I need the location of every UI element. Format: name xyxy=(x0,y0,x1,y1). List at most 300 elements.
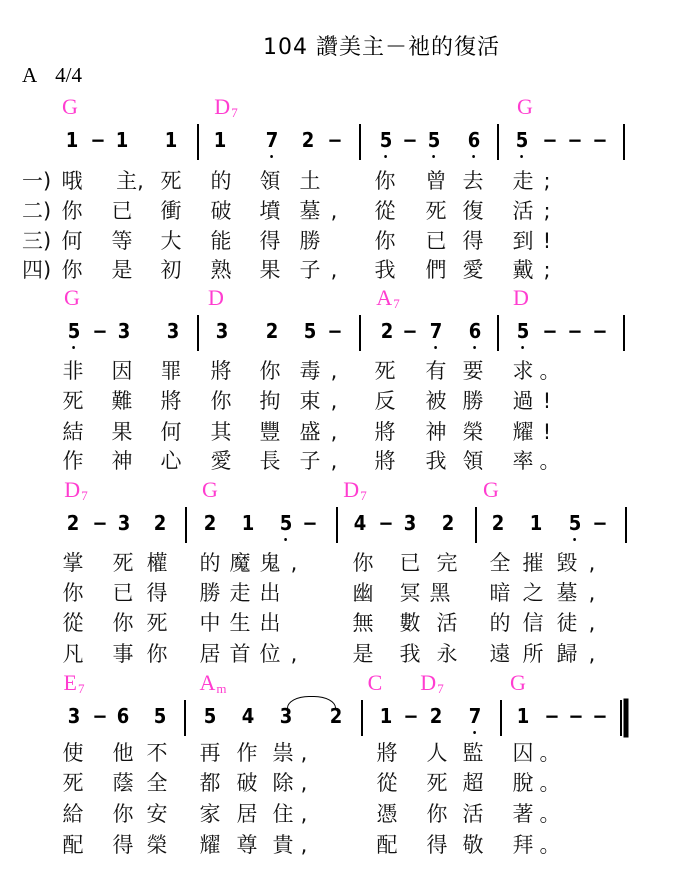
lyric-syllable: 初 xyxy=(160,258,182,282)
lyric-syllable: 何 xyxy=(160,420,182,444)
note: 2 xyxy=(329,704,343,728)
chord-symbol xyxy=(64,671,85,701)
lyric-syllable: 你 xyxy=(62,581,84,605)
chord-root: G xyxy=(202,477,218,502)
lyric-syllable: 事 xyxy=(112,642,134,666)
chord-root: D xyxy=(343,477,360,502)
lyric-syllable: 墓 xyxy=(556,581,578,605)
lyric-syllable: 破 xyxy=(210,199,232,223)
lyric-syllable: , xyxy=(330,389,338,413)
lyric-syllable: 神 xyxy=(425,420,447,444)
note: 2 xyxy=(203,511,217,535)
note: 5 xyxy=(515,128,529,152)
lyric-syllable: 配 xyxy=(62,833,84,857)
chord-quality: 7 xyxy=(360,488,367,503)
lyric-syllable: 我 xyxy=(374,258,396,282)
lyric-syllable: 走 xyxy=(512,169,534,193)
chord-root: G xyxy=(517,94,533,119)
lyric-syllable: 拜 xyxy=(512,833,534,857)
lyric-syllable: 使 xyxy=(62,741,84,765)
note: 1 xyxy=(115,128,129,152)
lyric-syllable: 將 xyxy=(376,741,398,765)
barline xyxy=(500,700,502,736)
note-extension-dash: − xyxy=(592,511,608,535)
lyric-syllable: 將 xyxy=(374,420,396,444)
lyric-syllable: , xyxy=(588,642,596,666)
chord-symbol xyxy=(513,286,529,310)
chord-symbol xyxy=(62,95,78,119)
lyric-syllable: ; xyxy=(543,169,551,193)
lyric-syllable: , xyxy=(300,771,308,795)
lyric-syllable: 得 xyxy=(426,833,448,857)
lyric-syllable: 愛 xyxy=(210,449,232,473)
hymn-title: 104 讚美主－祂的復活 xyxy=(263,35,500,60)
note: 5 xyxy=(67,319,81,343)
note: 7 xyxy=(265,128,279,152)
note: 3 xyxy=(279,704,293,728)
lyric-syllable: 你 xyxy=(352,551,374,575)
lyric-syllable: 耀 xyxy=(199,833,221,857)
note-extension-dash: − xyxy=(327,319,343,343)
lyric-syllable: 你 xyxy=(374,169,396,193)
chord-symbol xyxy=(208,286,224,310)
barline xyxy=(623,315,625,351)
note: 2 xyxy=(380,319,394,343)
lyric-syllable: 盛 xyxy=(299,420,321,444)
lyric-syllable: 你 xyxy=(112,802,134,826)
lyric-syllable: , xyxy=(290,642,298,666)
lyric-syllable: 何 xyxy=(61,229,83,253)
verse-number: 三) xyxy=(22,229,52,253)
note-extension-dash: − xyxy=(592,704,608,728)
lyric-syllable: 哦 xyxy=(61,169,83,193)
lyric-syllable: , xyxy=(588,611,596,635)
lyric-syllable: 無 xyxy=(352,611,374,635)
barline xyxy=(185,507,187,543)
note-extension-dash: − xyxy=(542,319,558,343)
lyric-syllable: 領 xyxy=(259,169,281,193)
lyric-syllable: , xyxy=(330,449,338,473)
note-extension-dash: − xyxy=(403,704,419,728)
barline xyxy=(497,124,499,160)
lyric-syllable: 被 xyxy=(425,389,447,413)
chord-quality: 7 xyxy=(437,681,444,696)
note: 5 xyxy=(568,511,582,535)
lyric-syllable: 豐 xyxy=(259,420,281,444)
lyric-syllable: 祟 xyxy=(272,741,294,765)
chord-symbol xyxy=(202,478,218,502)
lyric-syllable: ! xyxy=(542,420,552,444)
chord-root: G xyxy=(64,285,80,310)
lyric-syllable: 的 xyxy=(210,169,232,193)
lyric-syllable: 遠 xyxy=(489,642,511,666)
note: 4 xyxy=(353,511,367,535)
lyric-syllable: 脫 xyxy=(512,771,534,795)
lyric-syllable: 徒 xyxy=(556,611,578,635)
note-extension-dash: − xyxy=(378,511,394,535)
verse-number: 四) xyxy=(22,258,52,282)
lyric-syllable: 權 xyxy=(146,551,168,575)
tie-slur xyxy=(287,696,336,710)
note: 3 xyxy=(117,511,131,535)
lyric-syllable: 已 xyxy=(425,229,447,253)
note: 4 xyxy=(241,704,255,728)
lyric-syllable: 你 xyxy=(259,359,281,383)
note: 3 xyxy=(166,319,180,343)
lyric-syllable: 其 xyxy=(210,420,232,444)
lyric-syllable: 死 xyxy=(62,389,84,413)
chord-symbol xyxy=(64,478,87,508)
note: 3 xyxy=(67,704,81,728)
lyric-syllable: , xyxy=(330,199,338,223)
note: 3 xyxy=(117,319,131,343)
chord-root: D xyxy=(214,94,231,119)
chord-symbol xyxy=(420,671,443,701)
note: 2 xyxy=(66,511,80,535)
lyric-syllable: 復 xyxy=(462,199,484,223)
note: 2 xyxy=(441,511,455,535)
note: 6 xyxy=(116,704,130,728)
lyric-syllable: 勝 xyxy=(462,389,484,413)
lyric-syllable: 子 xyxy=(299,258,321,282)
lyric-syllable: 將 xyxy=(210,359,232,383)
chord-root: D xyxy=(420,670,437,695)
note: 1 xyxy=(516,704,530,728)
lyric-syllable: 作 xyxy=(62,449,84,473)
note: 1 xyxy=(164,128,178,152)
note: 1 xyxy=(379,704,393,728)
barline xyxy=(625,507,627,543)
lyric-syllable: 得 xyxy=(462,229,484,253)
lyric-syllable: 憑 xyxy=(376,802,398,826)
lyric-syllable: 摧 xyxy=(522,551,544,575)
barline xyxy=(184,700,186,736)
note: 7 xyxy=(468,704,482,728)
lyric-syllable: ! xyxy=(542,389,552,413)
lyric-syllable: 等 xyxy=(111,229,133,253)
chord-root: A xyxy=(199,670,216,695)
lyric-syllable: 已 xyxy=(399,551,421,575)
chord-quality: 7 xyxy=(77,681,85,696)
barline xyxy=(361,700,363,736)
note: 5 xyxy=(303,319,317,343)
barline xyxy=(359,124,361,160)
lyric-syllable: 所 xyxy=(522,642,544,666)
lyric-syllable: 你 xyxy=(426,802,448,826)
lyric-syllable: 活 xyxy=(436,611,458,635)
lyric-syllable: ! xyxy=(542,229,552,253)
chord-quality: 7 xyxy=(393,296,400,311)
note: 1 xyxy=(213,128,227,152)
barline xyxy=(197,315,199,351)
lyric-syllable: 愛 xyxy=(462,258,484,282)
lyric-syllable: 全 xyxy=(489,551,511,575)
note: 2 xyxy=(429,704,443,728)
lyric-syllable: , xyxy=(588,551,596,575)
barline xyxy=(359,315,361,351)
lyric-syllable: 神 xyxy=(111,449,133,473)
lyric-syllable: 的 xyxy=(199,551,221,575)
lyric-syllable: 難 xyxy=(111,389,133,413)
note: 5 xyxy=(203,704,217,728)
chord-root: D xyxy=(64,477,81,502)
lyric-syllable: 去 xyxy=(462,169,484,193)
lyric-syllable: 從 xyxy=(374,199,396,223)
note: 5 xyxy=(279,511,293,535)
lyric-syllable: 。 xyxy=(539,449,561,473)
note: 3 xyxy=(403,511,417,535)
note: 2 xyxy=(491,511,505,535)
lyric-syllable: 你 xyxy=(112,611,134,635)
lyric-syllable: 戴 xyxy=(512,258,534,282)
lyric-syllable: 死 xyxy=(146,611,168,635)
score-system xyxy=(0,286,673,486)
note: 1 xyxy=(529,511,543,535)
barline xyxy=(475,507,477,543)
note-extension-dash: − xyxy=(327,128,343,152)
lyric-syllable: 作 xyxy=(236,741,258,765)
lyric-syllable: 結 xyxy=(62,420,84,444)
lyric-syllable: 。 xyxy=(539,359,561,383)
lyric-syllable: 罪 xyxy=(160,359,182,383)
verse-number: 一) xyxy=(22,169,52,193)
note: 5 xyxy=(153,704,167,728)
lyric-syllable: 死 xyxy=(426,771,448,795)
lyric-syllable: ; xyxy=(543,258,551,282)
lyric-syllable: 得 xyxy=(146,581,168,605)
note: 2 xyxy=(265,319,279,343)
lyric-syllable: 你 xyxy=(146,642,168,666)
score-system xyxy=(0,95,673,295)
lyric-syllable: 毒 xyxy=(299,359,321,383)
note: 5 xyxy=(516,319,530,343)
lyric-syllable: 給 xyxy=(62,802,84,826)
chord-root: E xyxy=(63,670,77,695)
lyric-syllable: 拘 xyxy=(259,389,281,413)
barline xyxy=(623,124,625,160)
lyric-syllable: ; xyxy=(543,199,551,223)
lyric-syllable: 子 xyxy=(299,449,321,473)
lyric-syllable: 住 xyxy=(272,802,294,826)
lyric-syllable: 主, xyxy=(116,169,144,193)
chord-root: D xyxy=(208,285,224,310)
lyric-syllable: 之 xyxy=(522,581,544,605)
lyric-syllable: 首 xyxy=(229,642,251,666)
lyric-syllable: 從 xyxy=(376,771,398,795)
chord-quality: 7 xyxy=(81,488,88,503)
lyric-syllable: 已 xyxy=(111,199,133,223)
lyric-syllable: 因 xyxy=(111,359,133,383)
barline xyxy=(197,124,199,160)
lyric-syllable: 。 xyxy=(539,741,561,765)
lyric-syllable: 土 xyxy=(299,169,321,193)
lyric-syllable: , xyxy=(300,802,308,826)
lyric-syllable: 位 xyxy=(259,642,281,666)
lyric-syllable: 居 xyxy=(236,802,258,826)
lyric-syllable: 中 xyxy=(199,611,221,635)
lyric-syllable: 將 xyxy=(374,449,396,473)
lyric-syllable: 掌 xyxy=(62,551,84,575)
lyric-syllable: 耀 xyxy=(512,420,534,444)
lyric-syllable: 。 xyxy=(539,802,561,826)
barline xyxy=(497,315,499,351)
lyric-syllable: 。 xyxy=(539,771,561,795)
lyric-syllable: 非 xyxy=(62,359,84,383)
lyric-syllable: 有 xyxy=(425,359,447,383)
chord-symbol xyxy=(483,478,499,502)
chord-symbol xyxy=(517,95,533,119)
lyric-syllable: 破 xyxy=(236,771,258,795)
note-extension-dash: − xyxy=(402,319,418,343)
lyric-syllable: 心 xyxy=(160,449,182,473)
lyric-syllable: 不 xyxy=(146,741,168,765)
note: 2 xyxy=(301,128,315,152)
lyric-syllable: 尊 xyxy=(236,833,258,857)
lyric-syllable: 。 xyxy=(539,833,561,857)
lyric-syllable: 數 xyxy=(399,611,421,635)
lyric-syllable: 配 xyxy=(376,833,398,857)
note: 7 xyxy=(429,319,443,343)
lyric-syllable: 我 xyxy=(399,642,421,666)
key-signature: A xyxy=(22,63,38,87)
note-extension-dash: − xyxy=(402,128,418,152)
lyric-syllable: 死 xyxy=(112,551,134,575)
final-double-barline xyxy=(620,700,622,736)
note-extension-dash: − xyxy=(302,511,318,535)
chord-symbol xyxy=(510,671,526,695)
lyric-syllable: 黑 xyxy=(429,581,451,605)
barline xyxy=(336,507,338,543)
lyric-syllable: 我 xyxy=(425,449,447,473)
lyric-syllable: 死 xyxy=(374,359,396,383)
lyric-syllable: 榮 xyxy=(462,420,484,444)
lyric-syllable: 能 xyxy=(210,229,232,253)
lyric-syllable: 出 xyxy=(259,581,281,605)
lyric-syllable: , xyxy=(330,420,338,444)
verse-number: 二) xyxy=(22,199,52,223)
lyric-syllable: 是 xyxy=(111,258,133,282)
lyric-syllable: 他 xyxy=(112,741,134,765)
lyric-syllable: 冥 xyxy=(399,581,421,605)
lyric-syllable: 長 xyxy=(259,449,281,473)
note-extension-dash: − xyxy=(568,704,584,728)
lyric-syllable: 將 xyxy=(160,389,182,413)
lyric-syllable: , xyxy=(330,258,338,282)
chord-symbol xyxy=(368,671,383,695)
lyric-syllable: 你 xyxy=(210,389,232,413)
note: 5 xyxy=(427,128,441,152)
lyric-syllable: 活 xyxy=(462,802,484,826)
note: 1 xyxy=(241,511,255,535)
lyric-syllable: 求 xyxy=(512,359,534,383)
lyric-syllable: 得 xyxy=(112,833,134,857)
note-extension-dash: − xyxy=(544,704,560,728)
lyric-syllable: 榮 xyxy=(146,833,168,857)
lyric-syllable: , xyxy=(588,581,596,605)
note: 5 xyxy=(379,128,393,152)
note: 1 xyxy=(65,128,79,152)
note: 2 xyxy=(153,511,167,535)
lyric-syllable: 死 xyxy=(425,199,447,223)
lyric-syllable: 果 xyxy=(111,420,133,444)
lyric-syllable: 衝 xyxy=(160,199,182,223)
lyric-syllable: 得 xyxy=(259,229,281,253)
lyric-syllable: 信 xyxy=(522,611,544,635)
lyric-syllable: 勝 xyxy=(299,229,321,253)
note-extension-dash: − xyxy=(92,511,108,535)
chord-root: D xyxy=(513,285,529,310)
lyric-syllable: 貴 xyxy=(272,833,294,857)
chord-symbol xyxy=(376,286,399,316)
note: 3 xyxy=(215,319,229,343)
lyric-syllable: 過 xyxy=(512,389,534,413)
lyric-syllable: 鬼 xyxy=(259,551,281,575)
lyric-syllable: 們 xyxy=(425,258,447,282)
note: 6 xyxy=(468,319,482,343)
lyric-syllable: 墳 xyxy=(259,199,281,223)
lyric-syllable: 都 xyxy=(199,771,221,795)
note-extension-dash: − xyxy=(92,319,108,343)
note: 6 xyxy=(467,128,481,152)
chord-quality: 7 xyxy=(231,105,238,120)
lyric-syllable: , xyxy=(300,833,308,857)
lyric-syllable: 果 xyxy=(259,258,281,282)
chord-symbol xyxy=(343,478,366,508)
note-extension-dash: − xyxy=(567,128,583,152)
score-system xyxy=(0,478,673,678)
lyric-syllable: 歸 xyxy=(556,642,578,666)
lyric-syllable: 監 xyxy=(462,741,484,765)
lyric-syllable: 暗 xyxy=(489,581,511,605)
lyric-syllable: 除 xyxy=(272,771,294,795)
lyric-syllable: 的 xyxy=(489,611,511,635)
lyric-syllable: 著 xyxy=(512,802,534,826)
lyric-syllable: , xyxy=(290,551,298,575)
chord-root: G xyxy=(510,670,526,695)
lyric-syllable: , xyxy=(300,741,308,765)
note-extension-dash: − xyxy=(92,704,108,728)
lyric-syllable: 死 xyxy=(160,169,182,193)
lyric-syllable: 居 xyxy=(199,642,221,666)
lyric-syllable: 幽 xyxy=(352,581,374,605)
chord-root: G xyxy=(483,477,499,502)
lyric-syllable: 反 xyxy=(374,389,396,413)
lyric-syllable: 勝 xyxy=(199,581,221,605)
note-extension-dash: − xyxy=(90,128,106,152)
lyric-syllable: 走 xyxy=(229,581,251,605)
lyric-syllable: 死 xyxy=(62,771,84,795)
note-extension-dash: − xyxy=(542,128,558,152)
lyric-syllable: , xyxy=(330,359,338,383)
lyric-syllable: 束 xyxy=(299,389,321,413)
lyric-syllable: 蔭 xyxy=(112,771,134,795)
lyric-syllable: 毀 xyxy=(556,551,578,575)
lyric-syllable: 活 xyxy=(512,199,534,223)
chord-root: C xyxy=(367,670,383,695)
key-and-time-signature xyxy=(22,63,82,88)
lyric-syllable: 已 xyxy=(112,581,134,605)
time-signature: 4/4 xyxy=(55,63,83,87)
lyric-syllable: 你 xyxy=(61,199,83,223)
chord-symbol xyxy=(214,95,237,125)
lyric-syllable: 永 xyxy=(436,642,458,666)
lyric-syllable: 魔 xyxy=(229,551,251,575)
note-extension-dash: − xyxy=(567,319,583,343)
score-system xyxy=(0,671,673,871)
lyric-syllable: 再 xyxy=(199,741,221,765)
lyric-syllable: 全 xyxy=(146,771,168,795)
note-extension-dash: − xyxy=(592,128,608,152)
